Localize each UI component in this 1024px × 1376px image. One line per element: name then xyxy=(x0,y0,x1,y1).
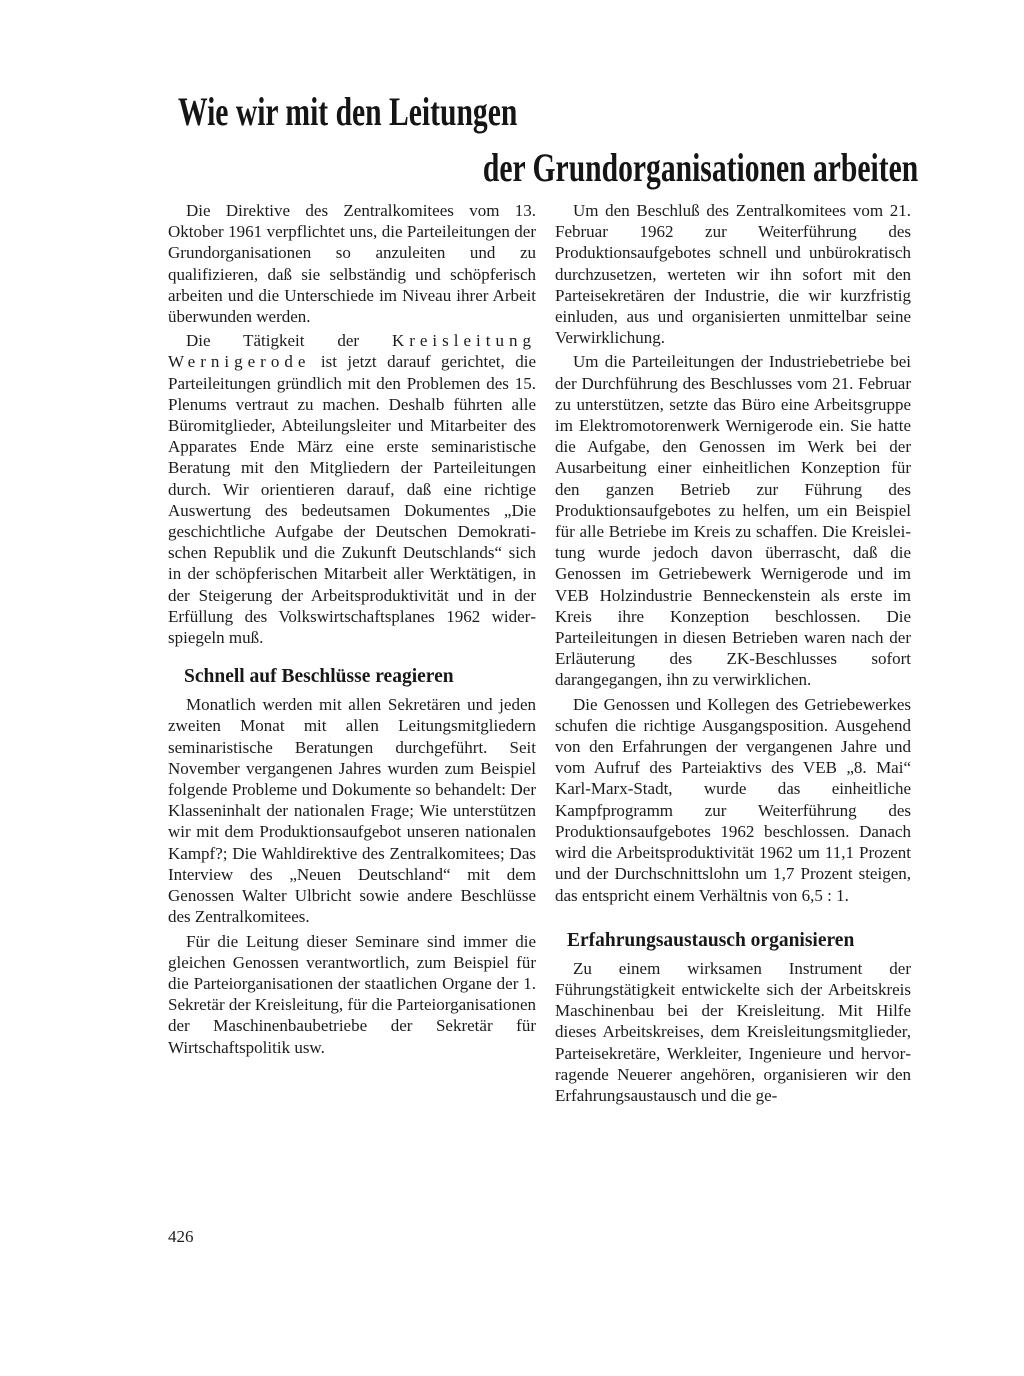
article-title-line-2: der Grundorganisationen arbeiten xyxy=(482,145,918,190)
right-paragraph-2: Um die Parteileitungen der Industriebetriebe bei der Durchführung des Beschlusses vom 21. Februar zu unterstützen, setzte das Büro eine Arbeitsgruppe im Elektromotorenwerk Wernigerode ein. Sie hatte die Aufgabe, den Genossen im Werk bei der Ausarbeitung einer einheitlichen Konzeption für den ganzen Betrieb zur Führung des Produktionsaufgebotes zu helfen, um ein Beispiel für alle Betriebe im Kreis zu schaffen. Die Kreisleitung wurde jedoch davon überrascht, daß die Genossen im Getriebewerk Wernigerode und im VEB Holzindustrie Benneckenstein als erste im Kreis ihre Konzeption beschlossen. Die Parteileitungen in diesen Betrieben waren nach der Erläuterung des ZK-Beschlusses sofort darangegangen, ihn zu verwirklichen. xyxy=(555,352,911,690)
article-title-line-1: Wie wir mit den Leitungen xyxy=(178,89,518,134)
left-paragraph-1: Die Direktive des Zentralkomitees vom 13. Oktober 1961 verpflichtet uns, die Parteileitungen der Grundorganisationen so anzuleiten und zu qualifizieren, daß sie selbständig und schöpferisch arbeiten und die Unterschiede im Niveau ihrer Arbeit überwunden werden. xyxy=(168,201,536,327)
left-paragraph-3: Monatlich werden mit allen Sekretären und jeden zweiten Monat mit allen Leitungsmitgliedern seminaristische Beratungen durchgeführt. Seit November vergangenen Jahres wurden zum Beispiel folgende Probleme und Dokumente so behandelt: Der Klasseninhalt der nationalen Frage; Wie unterstützen wir mit dem Produktionsaufgebot unseren nationalen Kampf?; Die Wahldirektive des Zentralkomitees; Das Interview des „Neuen Deutschland“ mit dem Genossen Walter Ulbricht sowie andere Beschlüsse des Zentralkomitees. xyxy=(168,695,536,927)
section-heading-erfahrungsaustausch: Erfahrungsaustausch organisieren xyxy=(567,929,855,951)
left-paragraph-2-body: ist jetzt darauf gerichtet, die Parteileitungen gründlich mit den Problemen des 15. Plenums vertraut zu machen. Deshalb führten alle Büromitglieder, Abteilungsleiter und Mitarbeiter des Apparates Ende März eine erste seminaristische Beratung mit den Mitgliedern der Parteileitungen durch. Wir orientieren darauf, daß eine richtige Auswertung des bedeutsamen Dokumentes „Die geschichtliche Aufgabe der Deutschen Demokratischen Republik und die Zukunft Deutschlands“ sich in der schöpferischen Mitarbeit aller Werktätigen, in der Steigerung der Arbeitsproduktivität und in der Erfüllung des Volkswirtschaftsplanes 1962 widerspiegeln muß. xyxy=(168,352,536,648)
right-paragraph-1: Um den Beschluß des Zentralkomitees vom 21. Februar 1962 zur Weiterführung des Produktionsaufgebotes schnell und unbürokratisch durchzusetzen, werteten wir ihn sofort mit den Parteisekretären der Industrie, die wir kurzfristig einluden, aus und organisierten unmittelbar seine Verwirklichung. xyxy=(555,201,911,348)
section-heading-schnell: Schnell auf Beschlüsse reagieren xyxy=(184,666,454,688)
right-paragraph-3: Die Genossen und Kollegen des Getriebewerkes schufen die richtige Ausgangsposition. Ausgehend von den Erfahrungen der vergangenen Jahre und vom Aufruf des Parteiaktivs des VEB „8. Mai“ Karl-Marx-Stadt, wurde das einheitliche Kampfprogramm zur Weiterführung des Produktionsaufgebotes 1962 beschlossen. Danach wird die Arbeitsproduktivität 1962 um 11,1 Prozent und der Durchschnittslohn um 1,7 Prozent steigen, das entspricht einem Verhältnis von 6,5 : 1. xyxy=(555,694,911,905)
page-number: 426 xyxy=(168,1227,194,1246)
left-paragraph-2-lead: Die Tätigkeit der xyxy=(186,331,392,351)
right-column xyxy=(555,200,911,1109)
right-paragraph-4: Zu einem wirksamen Instrument der Führungstätigkeit entwickelte sich der Arbeitskreis Maschinenbau bei der Kreisleitung. Mit Hilfe dieses Arbeitskreises, dem Kreisleitungsmitglieder, Parteisekretäre, Werkleiter, Ingenieure und hervorragende Neuerer angehören, organisieren wir den Erfahrungsaustausch und die ge- xyxy=(555,958,911,1105)
left-paragraph-2 xyxy=(168,330,536,648)
left-column xyxy=(168,200,536,1061)
spaced-emphasis-kreisleitung: Kreisleitung Wernigerode xyxy=(168,331,536,372)
left-paragraph-4: Für die Leitung dieser Seminare sind immer die gleichen Genossen verantwortlich, zum Beispiel für die Parteiorganisationen der staatlichen Organe der 1. Sekretär der Kreisleitung, für die Parteiorganisationen der Maschinenbaubetriebe der Sekretär für Wirtschaftspolitik usw. xyxy=(168,931,536,1057)
